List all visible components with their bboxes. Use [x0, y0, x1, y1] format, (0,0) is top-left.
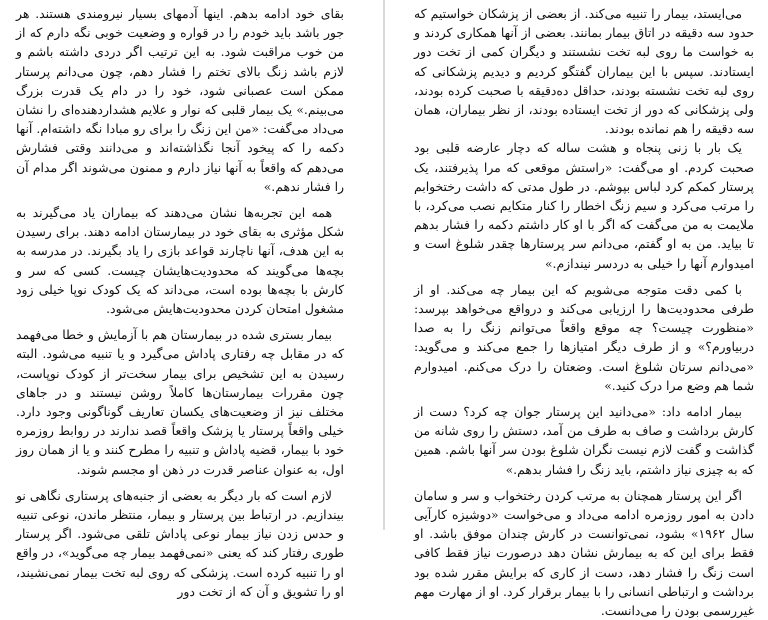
paragraph: با کمی دقت متوجه می‌شویم که این بیمار چه می‌کند. او از طرفی محدودیت‌ها را ارزیابی می‌کند و درواقع می‌خواهد بپرسد: «منظورت چیست؟ چه موقع واقعاً می‌توانم زنگ را به صدا دربیاورم؟» و از طرف دیگر امتیازها را جمع می‌کند و می‌گوید: «می‌دانم سرتان شلوغ است. وضعتان را درک می‌کنم. امیدوارم شما هم وضع مرا درک کنید.»: [414, 281, 754, 393]
paragraph: اگر این پرستار همچنان به مرتب کردن رختخواب و سر و سامان دادن به امور روزمره ادامه می‌داد و می‌خواست «دوشیزه کارآیی سال ۱۹۶۲» بشود، نمی‌توانست در کارش چندان موفق باشد. او فقط برای این که به بیمارش نشان دهد درصورت نیاز فقط کافی است زنگ را فشار دهد، دست از کاری که برایش مقرر شده بود برداشت و ارتباطی انسانی را با بیمار برقرار کرد. او از مهارت مهم غیررسمی بودن را می‌دانست.: [414, 487, 754, 619]
paragraph: همه این تجربه‌ها نشان می‌دهند که بیماران یاد می‌گیرند به شکل مؤثری به بقای خود در بیمارستان ادامه دهند. برای رسیدن به این هدف، آنها ناچارند قواعد بازی را یاد بگیرند. در مدرسه به بچه‌ها می‌گویند که محدودیت‌هایشان چیست. کسی که سر و کارش با بچه‌ها بوده است، می‌داند که یک کودک نوپا خیلی زود مشغول امتحان کردن محدودیت‌هایش می‌شود.: [16, 205, 344, 317]
paragraph: بقای خود ادامه بدهم. اینها آدمهای بسیار نیرومندی هستند. هر جور باشد باید خودم را در قواره و وضعیت خوبی نگه دارم که از من خوب مراقبت شود. به این ترتیب اگر دردی داشته باشم و لازم باشد زنگ بالای تختم را فشار دهم، چون می‌دانم پرستار ممکن است عصبانی شود، خود را در دام یک قدرت بزرگ می‌بینم.» یک بیمار قلبی که نوار و علایم هشداردهنده‌ای را نشان می‌داد می‌گفت: «من این زنگ را برای رو مبادا نگه داشته‌ام. آنها دکمه را که پیخود آنجا نگذاشته‌اند و می‌دانند وقتی فشارش می‌دهم که واقعاً به آنها نیاز دارم و ممنون می‌شوند اگر مدام آن را فشار ندهم.»: [16, 6, 344, 194]
paragraph: لازم است که بار دیگر به بعضی از جنبه‌های پرستاری نگاهی نو بیندازیم. در ارتباط بین پرستار و بیمار، منتظر ماندن، نوعی تنبیه و حدس زدن نیاز بیمار نوعی پاداش تلقی می‌شود. اگر پرستار طوری رفتار کند که یعنی «نمی‌فهمد بیمار چه می‌گوید»، در واقع او را تنبیه کرده است. پزشکی که روی لبه تخت بیمار نمی‌نشیند، او را تشویق و آن که از تخت دور: [16, 487, 344, 599]
paragraph: بیمار ادامه داد: «می‌دانید این پرستار جوان چه کرد؟ دست از کارش برداشت و صاف به طرف من آمد، دستش را روی شانه من گذاشت و گفت لازم نیست نگران شلوغ بودن سر آنها باشم. همین که به چیزی نیاز داشتم، باید زنگ را فشار بدهم.»: [414, 404, 754, 477]
paragraph: بیمار بستری شده در بیمارستان هم با آزمایش و خطا می‌فهمد که در مقابل چه رفتاری پاداش می‌گیرد و یا تنبیه می‌شود. البته رسیدن به این تشخیص برای بیمار سخت‌تر از کودک نوپاست، چون مقررات بیمارستان‌ها کاملاً روشن نیستند و در جاهای مختلف نیز از وضعیت‌های یکسان تعاریف گوناگونی وجود دارد. خیلی واقعاً پرستار یا پزشک واقعاً قصد ندارند در روابط روزمره خود با بیمار، قضیه پاداش و تنبیه را مطرح کنند و یا از همان روز اول، به عنوان عناصر قدرت در ذهن او مجسم شوند.: [16, 327, 344, 477]
paragraph: می‌ایستد، بیمار را تنبیه می‌کند. از بعضی از پزشکان خواستیم که حدود سه دقیقه در اتاق بیمار بمانند. بعضی از آنها همکاری کردند و به خواست ما روی لبه تخت نشستند و دیگران کمی از تخت دور ایستادند. سپس با این بیماران گفتگو کردیم و دیدیم پزشکانی که روی لبه تخت نشسته بودند، حداقل ده‌دقیقه با صحبت کرده بودند، ولی پزشکانی که دور از تخت ایستاده بودند، از نظر بیماران، همان سه دقیقه را هم نمانده بودند.: [414, 6, 754, 137]
right-page: [384, 0, 768, 619]
paragraph: یک بار با زنی پنجاه و هشت ساله که دچار عارضه قلبی بود صحبت کردم. او می‌گفت: «راستش موقعی که مرا پذیرفتند، یک پرستار کمکم کرد لباس بپوشم. در طول مدتی که داشت رختخوابم را مرتب می‌کرد و سیم زنگ اخطار را کنار متکایم نصب می‌کرد، با ملایمت به من می‌گفت که اگر با او کار داشتم دکمه را فشار بدهم تا بیاید. من به او گفتم، می‌دانم سر پرستارها چقدر شلوغ است و امیدوارم آنها را خیلی به دردسر نیندازم.»: [414, 140, 754, 271]
left-page: [0, 0, 384, 599]
page-gutter: [383, 0, 385, 530]
